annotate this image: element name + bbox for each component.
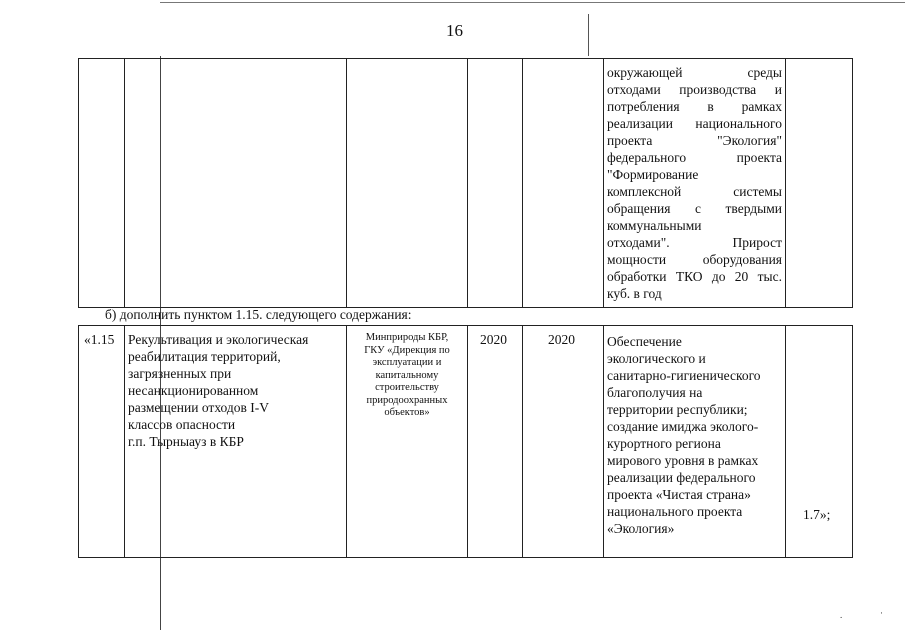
- result-line: федерального проекта: [607, 150, 782, 165]
- item-link: 1.7»;: [803, 507, 831, 522]
- scan-speck: .: [840, 610, 843, 620]
- result-line: окружающей среды: [607, 65, 782, 80]
- result-line: реализации федерального: [607, 470, 756, 485]
- result-line: проекта «Чистая страна»: [607, 487, 751, 502]
- scan-speck: ·: [880, 608, 883, 618]
- result-line: мирового уровня в рамках: [607, 453, 759, 468]
- name-line: загрязненных при: [128, 366, 232, 381]
- result-line: национального проекта: [607, 504, 743, 519]
- result-line: комплексной системы: [607, 184, 782, 199]
- executor-line: Минприроды КБР,: [365, 332, 449, 343]
- executor-line: ГКУ «Дирекция по: [364, 344, 450, 356]
- result-line: курортного региона: [607, 436, 721, 451]
- result-line: обработки ТКО до 20 тыс.: [607, 269, 782, 284]
- fold-line-top: [588, 14, 589, 56]
- top-scan-edge: [160, 2, 905, 3]
- year-start: 2020: [480, 332, 507, 347]
- result-line: отходами". Прирост: [607, 235, 782, 250]
- name-line: реабилитация территорий,: [128, 349, 281, 364]
- result-line: «Экология»: [607, 521, 675, 536]
- result-line: коммунальными: [607, 218, 702, 233]
- item-number: «1.15: [84, 332, 115, 347]
- page-number: 16: [446, 21, 463, 40]
- result-line: "Формирование: [607, 167, 699, 182]
- amendment-intro: б) дополнить пунктом 1.15. следующего содержания:: [105, 307, 412, 322]
- name-line: размещении отходов I-V: [128, 400, 270, 415]
- result-line: реализации национального: [607, 116, 782, 131]
- executor-line: капитальному: [375, 369, 439, 381]
- item-name: [128, 331, 344, 450]
- result-line: потребления в рамках: [607, 99, 782, 114]
- result-line: мощности оборудования: [607, 252, 782, 267]
- top-row-result-text: [607, 64, 782, 302]
- executor-line: строительству: [375, 382, 439, 393]
- result-line: Обеспечение: [607, 334, 682, 349]
- result-line: территории республики;: [607, 402, 748, 417]
- name-line: несанкционированном: [128, 383, 259, 398]
- result-line: санитарно-гигиенического: [607, 368, 761, 383]
- name-line: Рекультивация и экологическая: [128, 332, 309, 347]
- result-line: благополучия на: [607, 385, 703, 400]
- result-line: экологического и: [607, 351, 706, 366]
- year-end: 2020: [548, 332, 575, 347]
- result-line: создание имиджа эколого-: [607, 419, 759, 434]
- executor-line: объектов»: [384, 407, 430, 418]
- result-line: отходами производства и: [607, 82, 782, 97]
- item-result: [607, 333, 785, 537]
- name-line: классов опасности: [128, 417, 236, 432]
- executor-line: природоохранных: [366, 394, 448, 406]
- item-executor: [347, 332, 467, 420]
- executor-line: эксплуатации и: [372, 357, 442, 368]
- result-line: проекта "Экология": [607, 133, 782, 148]
- name-line: г.п. Тырныауз в КБР: [128, 434, 244, 449]
- result-line: обращения с твердыми: [607, 201, 782, 216]
- result-line: куб. в год: [607, 286, 662, 301]
